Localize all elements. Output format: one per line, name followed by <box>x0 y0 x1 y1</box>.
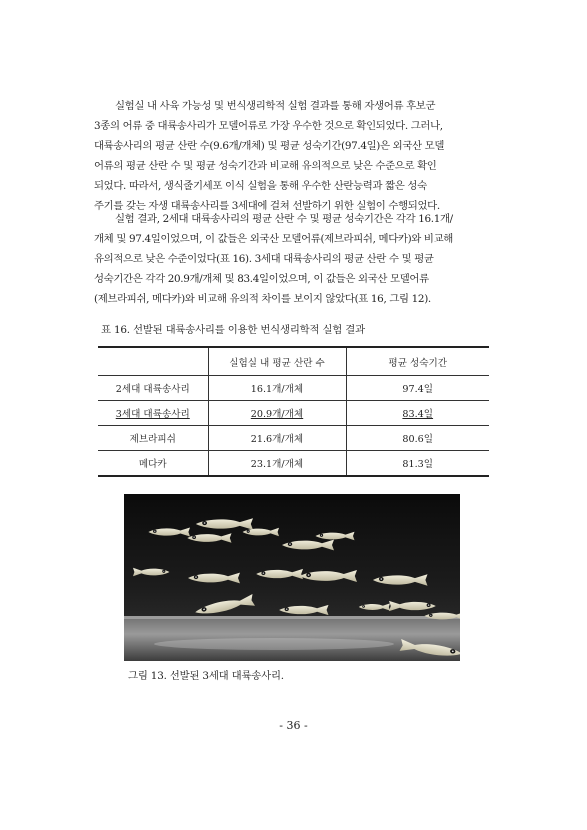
results-table <box>98 346 489 477</box>
table-row <box>98 451 489 477</box>
table-header-row <box>98 347 489 376</box>
paragraph-line: 개체 및 97.4일이었으며, 이 값들은 외국산 모델어류(제브라피쉬, 메다카)와 비교해 <box>94 233 453 245</box>
table-cell: 20.9개/개체 <box>208 401 346 426</box>
paragraph-2 <box>94 209 492 309</box>
paragraph-line: (제브라피쉬, 메다카)와 비교해 유의적 차이를 보이지 않았다(표 16, 그림 12). <box>94 293 431 305</box>
table-cell: 제브라피쉬 <box>98 426 208 451</box>
paragraph-line: 주기를 갖는 자생 대륙송사리를 3세대에 걸쳐 선발하기 위한 실험이 수행되었다. <box>94 200 440 212</box>
table-row <box>98 376 489 401</box>
paragraph-line: 실험실 내 사육 가능성 및 번식생리학적 실험 결과를 통해 자생어류 후보군 <box>115 100 436 112</box>
fish-photo-image <box>124 494 460 661</box>
table-header-cell: 실험실 내 평균 산란 수 <box>208 347 346 376</box>
table-caption: 표 16. 선발된 대륙송사리를 이용한 번식생리학적 실험 결과 <box>101 324 365 336</box>
table-cell: 81.3일 <box>346 451 489 477</box>
paragraph-line: 대륙송사리의 평균 산란 수(9.6개/개체) 및 평균 성숙기간(97.4일)은 외국산 모델 <box>94 140 445 152</box>
paragraph-line: 유의적으로 낮은 수준이었다(표 16). 3세대 대륙송사리의 평균 산란 수 및 평균 <box>94 253 434 265</box>
table-header-cell <box>98 347 208 376</box>
fish-photo <box>124 494 460 661</box>
paragraph-line: 성숙기간은 각각 20.9개/개체 및 83.4일이었으며, 이 값들은 외국산 모델어류 <box>94 273 429 285</box>
table-cell: 21.6개/개체 <box>208 426 346 451</box>
table-row <box>98 426 489 451</box>
paragraph-1 <box>94 96 492 216</box>
paragraph-line: 되었다. 따라서, 생식줄기세포 이식 실험을 통해 우수한 산란능력과 짧은 성숙 <box>94 180 427 192</box>
page-number: - 36 - <box>279 719 308 732</box>
table-cell: 80.6일 <box>346 426 489 451</box>
table-cell: 16.1개/개체 <box>208 376 346 401</box>
table-header-cell: 평균 성숙기간 <box>346 347 489 376</box>
table-cell: 23.1개/개체 <box>208 451 346 477</box>
table-cell: 메다카 <box>98 451 208 477</box>
table-cell: 97.4일 <box>346 376 489 401</box>
paragraph-line: 어류의 평균 산란 수 및 평균 성숙기간과 비교해 유의적으로 낮은 수준으로 확인 <box>94 160 437 172</box>
table-cell: 2세대 대륙송사리 <box>98 376 208 401</box>
figure-caption: 그림 13. 선발된 3세대 대륙송사리. <box>128 670 284 682</box>
paragraph-line: 실험 결과, 2세대 대륙송사리의 평균 산란 수 및 평균 성숙기간은 각각 16.1개/ <box>115 213 453 225</box>
paragraph-line: 3종의 어류 중 대륙송사리가 모델어류로 가장 우수한 것으로 확인되었다. 그러나, <box>94 120 443 132</box>
table-cell: 3세대 대륙송사리 <box>98 401 208 426</box>
table-cell: 83.4일 <box>346 401 489 426</box>
table-row <box>98 401 489 426</box>
